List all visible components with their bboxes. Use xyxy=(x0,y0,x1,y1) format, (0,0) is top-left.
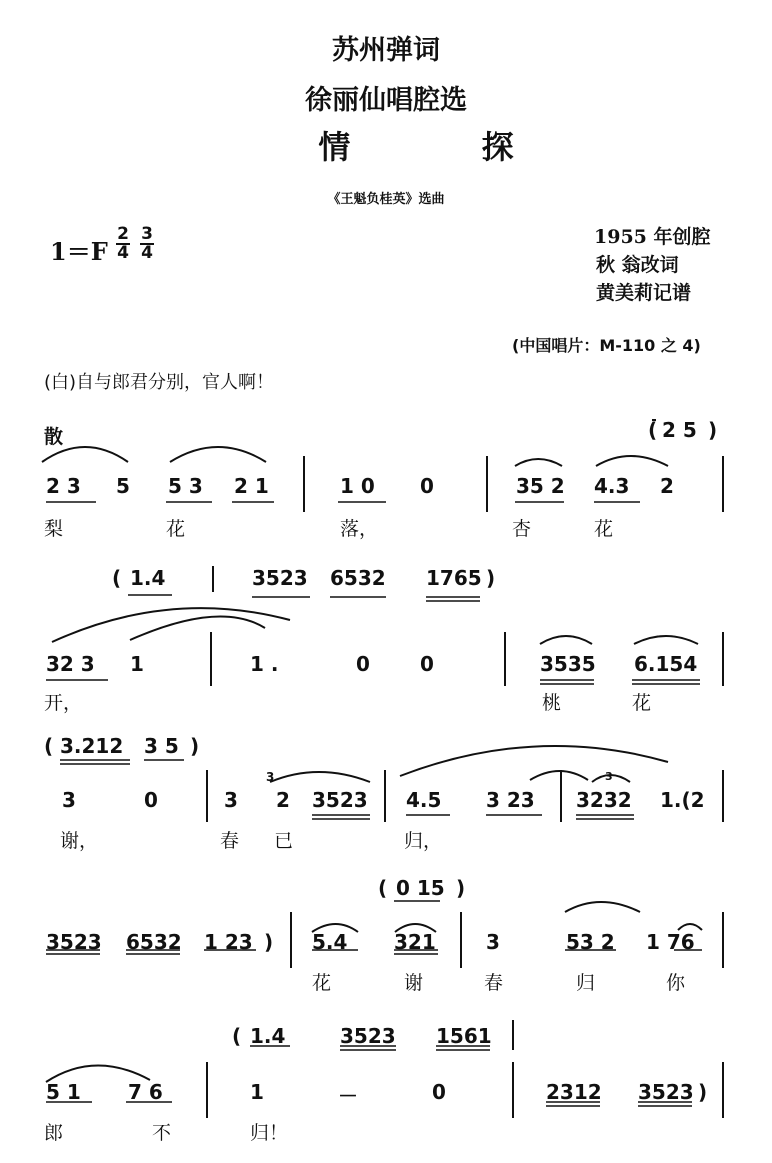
barline xyxy=(290,912,292,968)
s5-paren-open: ( xyxy=(232,1024,242,1048)
s1-note-8: 4.3 xyxy=(594,474,630,498)
s4-paren-close: ) xyxy=(456,876,466,900)
s3-lyric-4: 归， xyxy=(404,830,443,852)
s4-lyric-3: 春 xyxy=(484,972,504,994)
s4-note-6: 3 xyxy=(486,930,500,954)
s1-lyric-4: 杏 xyxy=(512,518,532,540)
s5-note-5: 0 xyxy=(432,1080,446,1104)
record-info: (中国唱片：M-110 之 4) xyxy=(512,336,701,355)
s1-lyric-1: 梨 xyxy=(44,518,64,540)
s4-lyric-5: 你 xyxy=(666,972,686,994)
s1-note-2: 5 xyxy=(116,474,130,498)
s2-paren-note-4: 1765 xyxy=(426,566,482,590)
barline xyxy=(722,770,724,822)
s5-note-4: － xyxy=(338,1084,358,1108)
s4-note-5: 321 xyxy=(394,930,436,954)
s3-lyric-3: 已 xyxy=(274,830,294,852)
s4-note-3: 1 23 xyxy=(204,930,253,954)
s1-paren-close: ) xyxy=(708,418,718,442)
s1-paren-open: ( xyxy=(648,418,658,442)
s2-note-6: 3535 xyxy=(540,652,596,676)
s1-note-1: 2 3 xyxy=(46,474,81,498)
s4-lyric-1: 花 xyxy=(312,972,332,994)
spoken-intro: (白)自与郎君分别，官人啊！ xyxy=(44,372,275,393)
s1-note-9: 2 xyxy=(660,474,674,498)
piece-subtitle: 《王魁负桂英》选曲 xyxy=(327,192,445,207)
credit-transcriber: 黄美莉记谱 xyxy=(596,282,692,304)
s1-note-7: 35 2 xyxy=(516,474,565,498)
s2-paren-note-1: 1.4 xyxy=(130,566,166,590)
s4-note-2: 6532 xyxy=(126,930,182,954)
barline xyxy=(560,770,562,822)
s5-note-1: 5 1 xyxy=(46,1080,81,1104)
s3-note-3: 3 xyxy=(224,788,238,812)
barline xyxy=(206,1062,208,1118)
s2-lyric-3: 花 xyxy=(632,692,652,714)
s1-lyric-2: 花 xyxy=(166,518,186,540)
s5-lyric-1: 郎 xyxy=(44,1122,64,1144)
barline xyxy=(722,1062,724,1118)
s2-lyric-2: 桃 xyxy=(542,692,562,714)
s5-lyric-3: 归！ xyxy=(250,1122,289,1144)
s5-note-7: 3523 xyxy=(638,1080,694,1104)
s3-note-7: 3 23 xyxy=(486,788,535,812)
s1-note-5: 1 0 xyxy=(340,474,375,498)
s1-note-4: 2 1 xyxy=(234,474,269,498)
s3-paren-note-1: 3.212 xyxy=(60,734,124,758)
s1-lyric-5: 花 xyxy=(594,518,614,540)
collection-title: 徐丽仙唱腔选 xyxy=(305,85,467,116)
barline xyxy=(504,632,506,686)
s5-paren-note-1: 1.4 xyxy=(250,1024,286,1048)
s2-paren-open: ( xyxy=(112,566,122,590)
s4-lyric-4: 归 xyxy=(576,972,596,994)
barline xyxy=(206,770,208,822)
s4-paren-notes: 0 15 xyxy=(396,876,445,900)
s2-lyric-1: 开， xyxy=(44,692,83,714)
s2-paren-note-2: 3523 xyxy=(252,566,308,590)
s3-note-8: 3232 xyxy=(576,788,632,812)
s2-paren-note-3: 6532 xyxy=(330,566,386,590)
s4-lyric-2: 谢 xyxy=(404,972,424,994)
s3-note-5: 3523 xyxy=(312,788,368,812)
s4-note-7: 53 2 xyxy=(566,930,615,954)
s4-paren-end: ) xyxy=(264,930,274,954)
credit-year: 1955 年创腔 xyxy=(594,226,711,248)
s1-lyric-3: 落， xyxy=(340,518,379,540)
s5-note-3: 1 xyxy=(250,1080,264,1104)
s3-grace-note: 3 xyxy=(266,770,275,784)
series-title: 苏州弹词 xyxy=(332,35,440,66)
s2-note-4: 0 xyxy=(356,652,370,676)
barline xyxy=(212,566,214,592)
s2-note-1: 32 3 xyxy=(46,652,95,676)
piece-title: 情 探 xyxy=(318,128,574,166)
time-signature-1: 2 4 xyxy=(117,224,129,263)
barline xyxy=(722,456,724,512)
s4-note-8: 1 76 xyxy=(646,930,695,954)
time-signature-2: 3 4 xyxy=(141,224,153,263)
key-signature: 1＝F xyxy=(50,237,108,266)
s5-lyric-2: 不 xyxy=(152,1122,172,1144)
s2-note-7: 6.154 xyxy=(634,652,698,676)
barline xyxy=(384,770,386,822)
s4-note-4: 5.4 xyxy=(312,930,348,954)
s3-triplet-mark: 3 xyxy=(605,770,613,783)
barline xyxy=(512,1020,514,1050)
s2-note-2: 1 xyxy=(130,652,144,676)
s2-note-3: 1 . xyxy=(250,652,279,676)
s3-paren-note-2: 3 5 xyxy=(144,734,179,758)
s5-note-6: 2312 xyxy=(546,1080,602,1104)
credit-lyricist: 秋 翁改词 xyxy=(596,254,679,276)
s3-lyric-1: 谢， xyxy=(60,830,99,852)
s4-note-1: 3523 xyxy=(46,930,102,954)
s3-note-4: 2 xyxy=(276,788,290,812)
s2-paren-close: ) xyxy=(486,566,496,590)
barline xyxy=(486,456,488,512)
s1-note-6: 0 xyxy=(420,474,434,498)
s2-note-5: 0 xyxy=(420,652,434,676)
s3-paren-open: ( xyxy=(44,734,54,758)
barline xyxy=(722,632,724,686)
s3-note-1: 3 xyxy=(62,788,76,812)
s4-paren-open: ( xyxy=(378,876,388,900)
tempo-marking: 散 xyxy=(44,426,64,448)
barline xyxy=(512,1062,514,1118)
barline xyxy=(210,632,212,686)
s5-paren-close: ) xyxy=(698,1080,708,1104)
s5-note-2: 7 6 xyxy=(128,1080,163,1104)
barline xyxy=(722,912,724,968)
barline xyxy=(460,912,462,968)
s5-paren-note-3: 1561 xyxy=(436,1024,492,1048)
s1-note-3: 5 3 xyxy=(168,474,203,498)
s3-note-2: 0 xyxy=(144,788,158,812)
s3-lyric-2: 春 xyxy=(220,830,240,852)
barline xyxy=(303,456,305,512)
s3-paren-close: ) xyxy=(190,734,200,758)
s3-note-9: 1.(2 xyxy=(660,788,705,812)
s1-paren-notes: 2 5 xyxy=(662,418,697,442)
s3-note-6: 4.5 xyxy=(406,788,442,812)
s5-paren-note-2: 3523 xyxy=(340,1024,396,1048)
